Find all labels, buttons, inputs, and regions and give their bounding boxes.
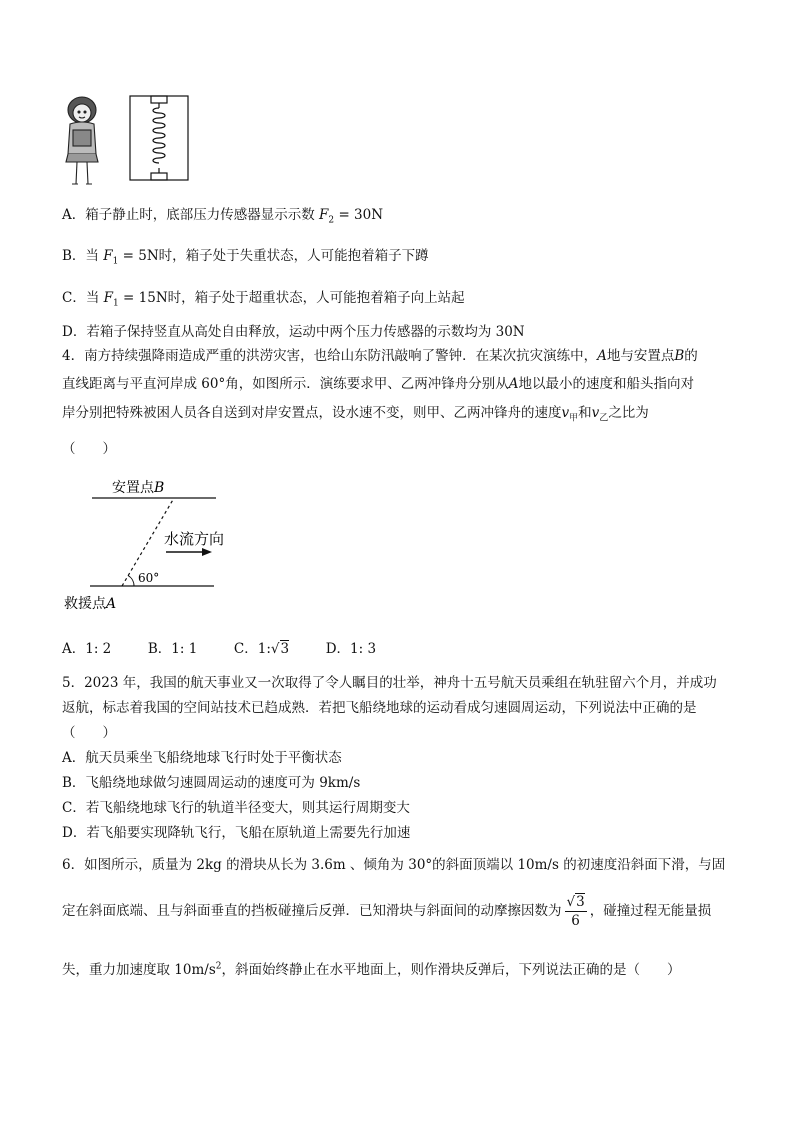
q3-option-c-prefix: C．当	[62, 290, 100, 306]
q6-line-3	[62, 958, 680, 978]
q4-option-c-text: C．1:	[233, 641, 271, 657]
person-box-figure	[62, 92, 192, 188]
person-illustration	[66, 97, 98, 184]
q3-option-c	[62, 286, 465, 309]
q4-line-1-var-a: A	[597, 348, 607, 364]
q4-option-c-radicand: 3	[280, 641, 290, 657]
q3-option-b-var: F	[103, 248, 113, 264]
friction-coefficient-fraction	[565, 893, 587, 930]
fraction-denominator: 6	[571, 913, 580, 929]
q3-option-c-var: F	[103, 290, 114, 306]
q4-line-1-var-b: B	[674, 348, 685, 364]
q5-line-2: 返航，标志着我国的空间站技术已趋成熟．若把飞船绕地球的运动看成匀速圆周运动，下列说法中正确的是	[62, 700, 697, 716]
fraction-numerator-radicand: 3	[576, 894, 585, 910]
q3-option-a-sub: 2	[328, 215, 335, 226]
q3-option-a-text: A．箱子静止时，底部压力传感器显示示数	[62, 207, 315, 223]
q3-option-c-text: 时，箱子处于超重状态，人可能抱着箱子向上站起	[167, 290, 465, 306]
q5-option-a: A．航天员乘坐飞船绕地球飞行时处于平衡状态	[62, 750, 342, 766]
label-angle: 60°	[138, 571, 160, 585]
q4-options	[62, 637, 376, 657]
q4-option-a: A．1: 2	[62, 641, 112, 657]
q3-option-b	[62, 244, 429, 267]
q4-line-2	[62, 372, 694, 392]
q6-line-1: 6．如图所示，质量为 2kg 的滑块从长为 3.6m 、倾角为 30°的斜面顶端以 10m/s 的初速度沿斜面下滑，与固	[62, 857, 726, 873]
q6-line-2-text: 定在斜面底端、且与斜面垂直的挡板碰撞后反弹．已知滑块与斜面间的动摩擦因数为	[62, 903, 562, 919]
q3-option-c-sub: 1	[113, 298, 119, 309]
q4-line-3-text: 岸分别把特殊被困人员各自送到对岸安置点，设水速不变，则甲、乙两冲锋舟的速度	[62, 405, 562, 421]
flow-arrow-head	[202, 548, 212, 556]
q6-line-3-end: ，斜面始终静止在水平地面上，则作滑块反弹后，下列说法正确的是（ ）	[221, 962, 681, 978]
q4-line-3-v2-sub: 乙	[599, 413, 609, 424]
q4-answer-paren: （ ）	[62, 441, 116, 457]
q3-option-b-prefix: B．当	[62, 248, 99, 264]
q4-line-3-v1: v	[561, 405, 570, 421]
q5-option-b: B．飞船绕地球做匀速圆周运动的速度可为 9km/s	[62, 775, 361, 791]
q6-line-3-text: 失，重力加速度取 10m/s	[62, 962, 216, 978]
q4-option-c	[234, 640, 289, 657]
sqrt-symbol: √	[566, 894, 576, 910]
q4-line-3	[62, 401, 649, 424]
q4-option-d: D．1: 3	[325, 641, 377, 657]
q4-line-3-and: 和	[578, 405, 592, 421]
q4-line-2-end: 地以最小的速度和船头指向对	[518, 376, 694, 392]
q5-option-c: C．若飞船绕地球飞行的轨道半径变大，则其运行周期变大	[62, 800, 410, 816]
q3-option-a-var: F	[319, 207, 329, 223]
q5-answer-paren: （ ）	[62, 725, 116, 741]
q4-line-3-end: 之比为	[608, 405, 649, 421]
label-rescue-a: 救援点A	[64, 596, 117, 612]
q3-option-a	[62, 203, 383, 226]
q3-option-b-value: = 5N	[122, 248, 159, 264]
sqrt-symbol: √	[270, 641, 280, 657]
q5-line-1: 5．2023 年，我国的航天事业又一次取得了令人瞩目的壮举，神舟十五号航天员乘组在轨驻留六个月，并成功	[62, 675, 717, 691]
q3-option-b-text: 时，箱子处于失重状态，人可能抱着箱子下蹲	[158, 248, 429, 264]
spring-box-diagram	[130, 96, 188, 180]
q6-line-2-end: ，碰撞过程无能量损	[589, 903, 712, 919]
q4-line-1-end: 的	[684, 348, 698, 364]
q4-line-2-var-a: A	[508, 376, 519, 392]
label-flow-direction: 水流方向	[164, 530, 225, 548]
q4-line-1	[62, 344, 698, 364]
q4-option-b: B．1: 1	[147, 641, 198, 657]
q6-line-3-sup: 2	[215, 961, 222, 972]
label-settlement-b: 安置点B	[112, 480, 165, 496]
q4-line-3-v1-sub: 甲	[569, 413, 579, 424]
angle-arc	[128, 576, 134, 587]
q3-option-c-value: = 15N	[123, 290, 168, 306]
q4-line-1-text: 4．南方持续强降雨造成严重的洪涝灾害，也给山东防汛敲响了警钟．在某次抗灾演练中，	[62, 348, 598, 364]
q3-option-d: D．若箱子保持竖直从高处自由释放，运动中两个压力传感器的示数均为 30N	[62, 324, 525, 340]
q3-option-a-value: = 30N	[338, 207, 384, 223]
q4-line-1-mid: 地与安置点	[606, 348, 675, 364]
q6-line-2	[62, 893, 711, 930]
q5-option-d: D．若飞船要实现降轨飞行，飞船在原轨道上需要先行加速	[62, 825, 411, 841]
q4-line-2-text: 直线距离与平直河岸成 60°角，如图所示．演练要求甲、乙两冲锋舟分别从	[62, 376, 509, 392]
q3-option-b-sub: 1	[112, 256, 119, 267]
river-crossing-diagram	[62, 474, 242, 614]
q4-line-3-v2: v	[591, 405, 600, 421]
